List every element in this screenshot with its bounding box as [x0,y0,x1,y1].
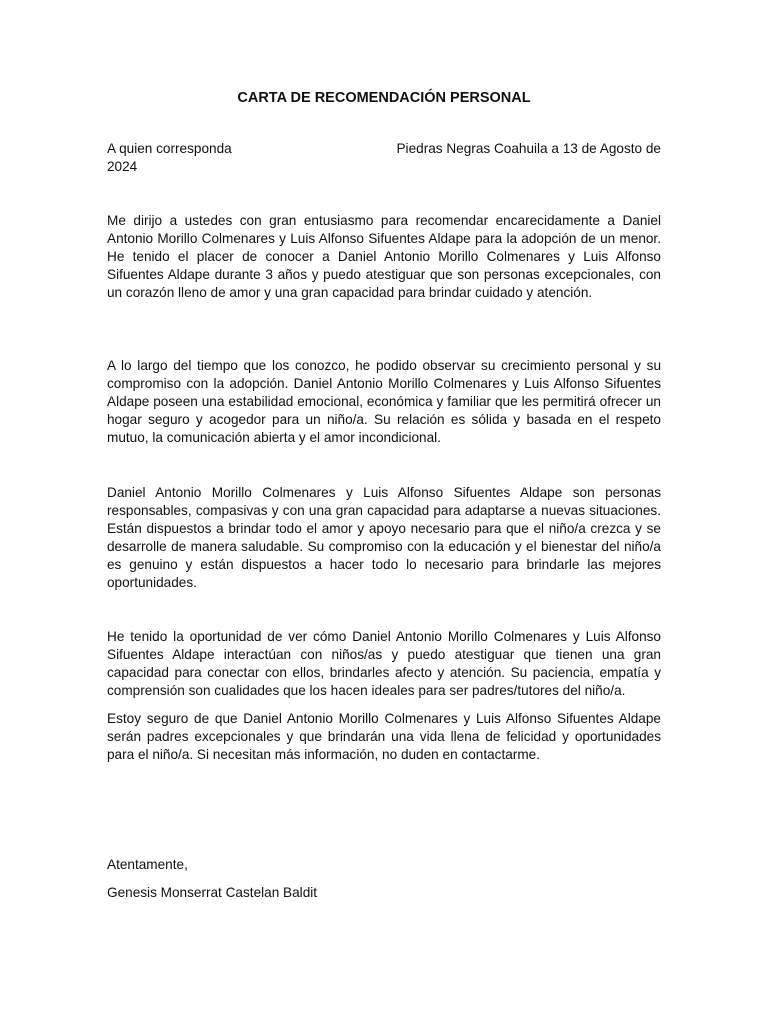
signer-name: Genesis Monserrat Castelan Baldit [107,885,318,900]
paragraph-1: Me dirijo a ustedes con gran entusiasmo para recomendar encarecidamente a Daniel Antonio Morillo Colmenares y Luis Alfonso Sifuentes Aldape para la adopción de un menor. He tenido el placer de conocer a Daniel Antonio Morillo Colmenares y Luis Alfonso Sifuentes Aldape durante 3 años y puedo atestiguar que son personas excepcionales, con un corazón lleno de amor y una gran capacidad para brindar cuidado y atención. [107,213,661,300]
paragraph-2: A lo largo del tiempo que los conozco, he podido observar su crecimiento personal y su compromiso con la adopción. Daniel Antonio Morillo Colmenares y Luis Alfonso Sifuentes Aldape poseen una estabilidad emocional, económica y familiar que les permitirá ofrecer un hogar seguro y acogedor para un niño/a. Su relación es sólida y basada en el respeto mutuo, la comunicación abierta y el amor incondicional. [107,358,661,445]
letter-header [107,140,661,176]
paragraph-5: Estoy seguro de que Daniel Antonio Morillo Colmenares y Luis Alfonso Sifuentes Aldape serán padres excepcionales y que brindarán una vida llena de felicidad y oportunidades para el niño/a. Si necesitan más información, no duden en contactarme. [107,711,661,762]
year: 2024 [107,159,138,174]
salutation: A quien corresponda [107,141,232,156]
place-date: Piedras Negras Coahuila a 13 de Agosto de [396,141,661,156]
paragraph-4: He tenido la oportunidad de ver cómo Daniel Antonio Morillo Colmenares y Luis Alfonso Sifuentes Aldape interactúan con niños/as y puedo atestiguar que tienen una gran capacidad para conectar con ellos, brindarles afecto y atención. Su paciencia, empatía y comprensión son cualidades que los hacen ideales para ser padres/tutores del niño/a. [107,629,661,698]
closing: Atentamente, [107,857,188,872]
letter-title: CARTA DE RECOMENDACIÓN PERSONAL [237,90,531,106]
paragraph-3: Daniel Antonio Morillo Colmenares y Luis Alfonso Sifuentes Aldape son personas responsables, compasivas y con una gran capacidad para adaptarse a nuevas situaciones. Están dispuestos a brindar todo el amor y apoyo necesario para que el niño/a crezca y se desarrolle de manera saludable. Su compromiso con la educación y el bienestar del niño/a es genuino y están dispuestos a hacer todo lo necesario para brindarle las mejores oportunidades. [107,485,661,590]
